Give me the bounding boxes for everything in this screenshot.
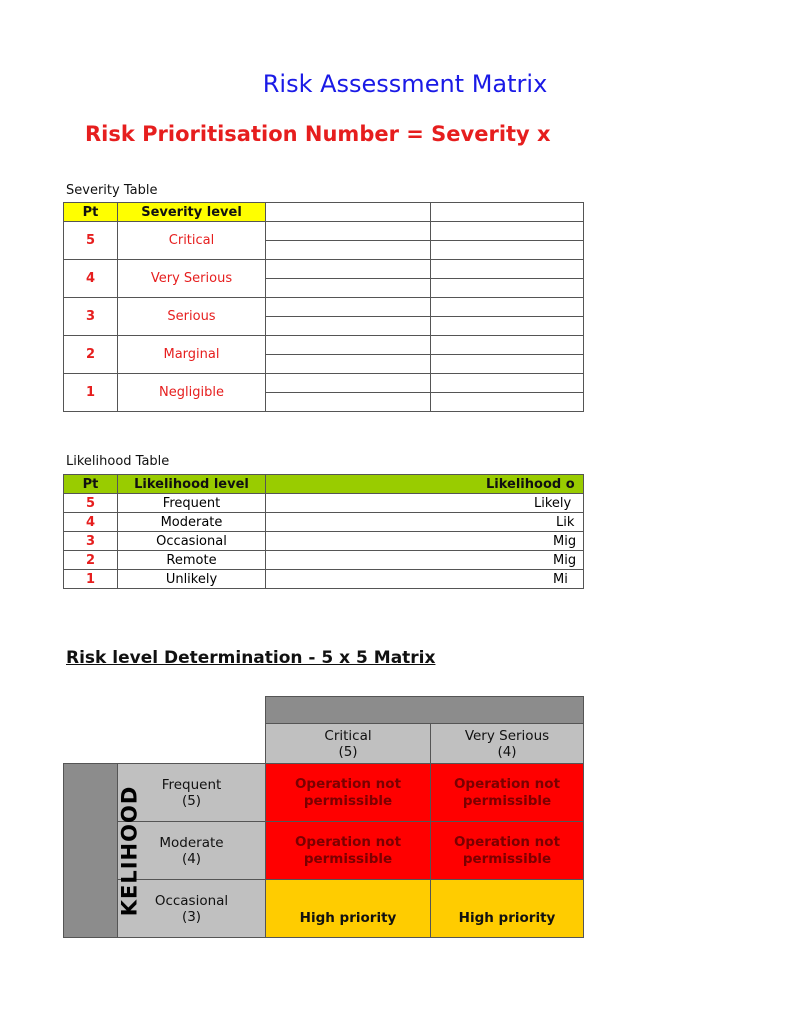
- risk-cell-high-priority: High priority: [266, 880, 431, 938]
- likelihood-header-pt: Pt: [64, 475, 118, 494]
- likelihood-description: Likely: [266, 494, 584, 513]
- severity-blank-cell: [266, 355, 431, 374]
- likelihood-row: [64, 551, 584, 570]
- likelihood-row: [64, 532, 584, 551]
- likelihood-pt: 1: [64, 570, 118, 589]
- likelihood-description: Mig: [266, 551, 584, 570]
- severity-blank-cell: [431, 374, 584, 393]
- risk-matrix: [63, 696, 584, 938]
- severity-blank-cell: [431, 317, 584, 336]
- severity-pt: 3: [64, 298, 118, 336]
- likelihood-table: [63, 474, 584, 589]
- severity-level: Critical: [118, 222, 266, 260]
- severity-blank-cell: [266, 279, 431, 298]
- likelihood-row: [64, 494, 584, 513]
- matrix-corner: [64, 724, 118, 764]
- severity-table: [63, 202, 584, 412]
- severity-blank-cell: [431, 298, 584, 317]
- severity-pt: 1: [64, 374, 118, 412]
- severity-row: [64, 336, 584, 355]
- severity-blank-cell: [266, 393, 431, 412]
- likelihood-table-caption: Likelihood Table: [66, 454, 170, 469]
- severity-header-level: Severity level: [118, 203, 266, 222]
- severity-level: Negligible: [118, 374, 266, 412]
- likelihood-header-description: Likelihood o: [266, 475, 584, 494]
- severity-header-blank: [431, 203, 584, 222]
- likelihood-level: Unlikely: [118, 570, 266, 589]
- risk-cell-not-permissible: Operation not permissible: [266, 822, 431, 880]
- likelihood-level: Moderate: [118, 513, 266, 532]
- row-name: Moderate: [159, 834, 224, 851]
- severity-pt: 5: [64, 222, 118, 260]
- severity-level: Very Serious: [118, 260, 266, 298]
- likelihood-side-label: KELIHOOD: [64, 764, 118, 938]
- risk-cell-not-permissible: Operation not permissible: [266, 764, 431, 822]
- row-name: Frequent: [161, 776, 222, 793]
- matrix-corner: [118, 697, 266, 724]
- likelihood-row: [64, 513, 584, 532]
- row-name: Occasional: [154, 892, 229, 909]
- page-subtitle: Risk Prioritisation Number = Severity x: [85, 122, 551, 146]
- severity-blank-cell: [266, 374, 431, 393]
- likelihood-description: Mi: [266, 570, 584, 589]
- severity-header-blank: [266, 203, 431, 222]
- severity-table-caption: Severity Table: [66, 183, 158, 198]
- severity-blank-cell: [266, 260, 431, 279]
- likelihood-pt: 5: [64, 494, 118, 513]
- severity-blank-cell: [431, 355, 584, 374]
- matrix-column-header: [266, 724, 431, 764]
- severity-blank-cell: [266, 241, 431, 260]
- severity-band-header: [266, 697, 584, 724]
- severity-blank-cell: [266, 336, 431, 355]
- severity-blank-cell: [431, 241, 584, 260]
- severity-level: Marginal: [118, 336, 266, 374]
- severity-pt: 2: [64, 336, 118, 374]
- likelihood-row: [64, 570, 584, 589]
- column-score: (4): [497, 743, 517, 760]
- severity-blank-cell: [266, 317, 431, 336]
- risk-cell-not-permissible: Operation not permissible: [431, 764, 584, 822]
- likelihood-description: Mig: [266, 532, 584, 551]
- matrix-column-header: [431, 724, 584, 764]
- severity-row: [64, 260, 584, 279]
- severity-blank-cell: [431, 393, 584, 412]
- severity-row: [64, 374, 584, 393]
- matrix-corner: [64, 697, 118, 724]
- severity-blank-cell: [431, 260, 584, 279]
- likelihood-level: Remote: [118, 551, 266, 570]
- row-score: (3): [181, 908, 202, 925]
- column-name: Critical: [324, 727, 372, 744]
- matrix-corner: [118, 724, 266, 764]
- page-title: Risk Assessment Matrix: [262, 70, 548, 98]
- likelihood-level: Occasional: [118, 532, 266, 551]
- row-score: (5): [181, 792, 202, 809]
- likelihood-level: Frequent: [118, 494, 266, 513]
- matrix-heading: Risk level Determination - 5 x 5 Matrix: [66, 648, 436, 668]
- severity-blank-cell: [266, 222, 431, 241]
- severity-row: [64, 222, 584, 241]
- column-name: Very Serious: [464, 727, 550, 744]
- column-score: (5): [338, 743, 358, 760]
- likelihood-pt: 4: [64, 513, 118, 532]
- likelihood-pt: 2: [64, 551, 118, 570]
- severity-blank-cell: [431, 222, 584, 241]
- severity-blank-cell: [431, 336, 584, 355]
- severity-row: [64, 298, 584, 317]
- risk-cell-not-permissible: Operation not permissible: [431, 822, 584, 880]
- severity-blank-cell: [431, 279, 584, 298]
- risk-cell-high-priority: High priority: [431, 880, 584, 938]
- likelihood-description: Lik: [266, 513, 584, 532]
- severity-pt: 4: [64, 260, 118, 298]
- severity-level: Serious: [118, 298, 266, 336]
- likelihood-header-level: Likelihood level: [118, 475, 266, 494]
- severity-header-pt: Pt: [64, 203, 118, 222]
- likelihood-pt: 3: [64, 532, 118, 551]
- row-score: (4): [181, 850, 202, 867]
- severity-blank-cell: [266, 298, 431, 317]
